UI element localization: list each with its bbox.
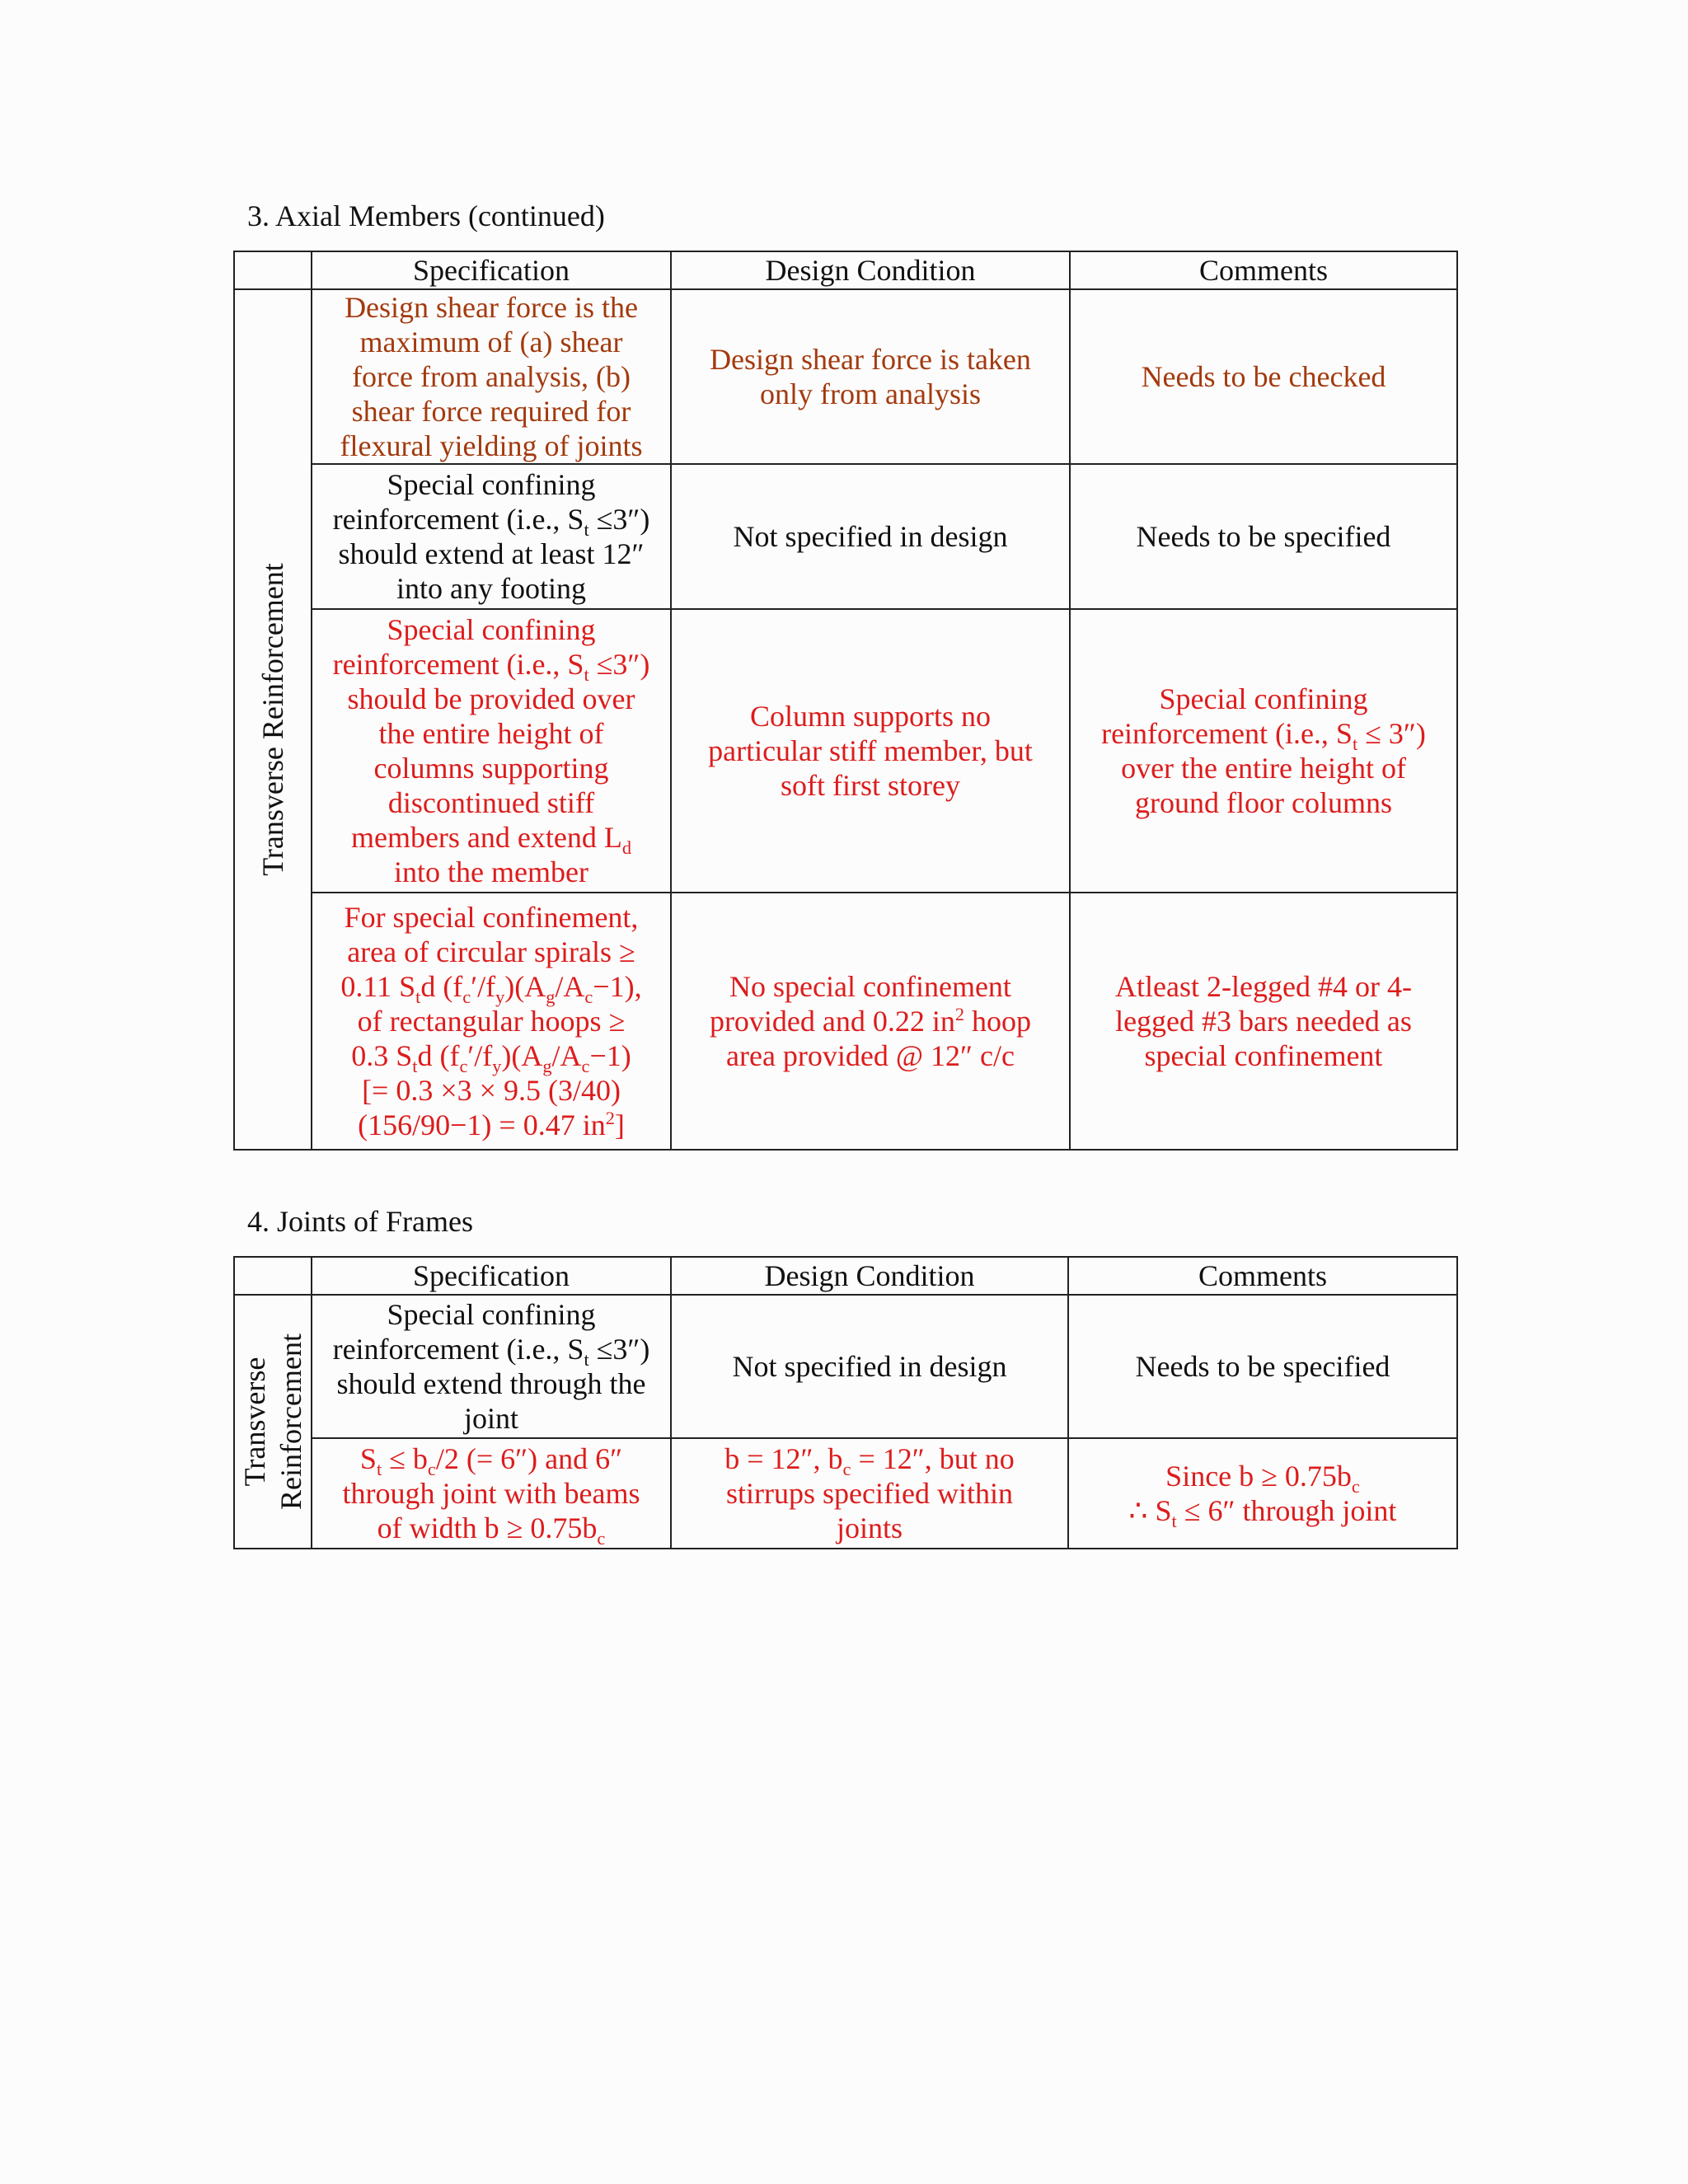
row3-design-condition: Column supports no particular stiff member, but soft first storey xyxy=(671,609,1070,893)
header-specification: Specification xyxy=(312,251,671,289)
row4-specification: For special confinement, area of circular spirals ≥ 0.11 $S_td$ $(f_c'/f_y)(A_g/A_c-1)$, of rectangular hoops ≥ 0.3 $S_td$ $(f_c'/f_y)(A_g/A_c-1)$ [= 0.3 ×3 × 9.5 (3/40) (156/90−1) = 0.47 $in^2$] xyxy=(312,893,671,1150)
table-row xyxy=(234,609,1457,893)
section-3-heading: 3. Axial Members (continued) xyxy=(247,199,605,232)
table-row xyxy=(234,1438,1457,1549)
header-comments: Comments xyxy=(1070,251,1457,289)
joint-row1-comment: Needs to be specified xyxy=(1068,1295,1457,1438)
row2-comment: Needs to be specified xyxy=(1070,464,1457,609)
row1-design-condition: Design shear force is taken only from analysis xyxy=(671,289,1070,464)
row1-specification: Design shear force is the maximum of (a) shear force from analysis, (b) shear force required for flexural yielding of joints xyxy=(312,289,671,464)
header-design-condition: Design Condition xyxy=(671,251,1070,289)
header-blank-cell xyxy=(234,1257,312,1295)
table-header-row xyxy=(234,1257,1457,1295)
row2-specification: Special confining reinforcement (i.e., $S_t \le 3''$) should extend at least 12″ into any footing xyxy=(312,464,671,609)
row3-comment: Special confining reinforcement (i.e., $S_t \le 3''$) over the entire height of ground floor columns xyxy=(1070,609,1457,893)
table-row xyxy=(234,1295,1457,1438)
row4-design-condition: No special confinement provided and 0.22 $in^2$ hoop area provided @ 12″ c/c xyxy=(671,893,1070,1150)
row3-specification: Special confining reinforcement (i.e., $S_t \le 3''$) should be provided over the entire height of columns supporting discontinued stiff members and extend $L_d$ into the member xyxy=(312,609,671,893)
side-label-transverse-reinforcement: Transverse Reinforcement xyxy=(238,1333,307,1510)
row1-comment: Needs to be checked xyxy=(1070,289,1457,464)
header-specification: Specification xyxy=(312,1257,671,1295)
header-blank-cell xyxy=(234,251,312,289)
table-row xyxy=(234,464,1457,609)
side-label-transverse-reinforcement: Transverse Reinforcement xyxy=(256,563,289,876)
table-header-row xyxy=(234,251,1457,289)
joint-row2-specification: $S_t \le b_c/2$ (= 6″) and 6″ through joint with beams of width $b \ge 0.75b_c$ xyxy=(312,1438,671,1549)
header-comments: Comments xyxy=(1068,1257,1457,1295)
row2-design-condition: Not specified in design xyxy=(671,464,1070,609)
side-label-cell xyxy=(234,1295,312,1549)
joints-of-frames-table xyxy=(233,1256,1458,1549)
table-row xyxy=(234,893,1457,1150)
joint-row1-design-condition: Not specified in design xyxy=(671,1295,1068,1438)
table-row xyxy=(234,289,1457,464)
section-4-heading: 4. Joints of Frames xyxy=(247,1205,473,1238)
side-label-cell xyxy=(234,289,312,1150)
axial-members-table xyxy=(233,251,1458,1151)
header-design-condition: Design Condition xyxy=(671,1257,1068,1295)
row4-comment: Atleast 2-legged #4 or 4- legged #3 bars needed as special confinement xyxy=(1070,893,1457,1150)
joint-row1-specification: Special confining reinforcement (i.e., $S_t \le 3''$) should extend through the joint xyxy=(312,1295,671,1438)
joint-row2-design-condition: b = 12″, $b_c = 12''$, but no stirrups specified within joints xyxy=(671,1438,1068,1549)
joint-row2-comment: Since $b \ge 0.75b_c$ ∴ $S_t \le 6''$ through joint xyxy=(1068,1438,1457,1549)
